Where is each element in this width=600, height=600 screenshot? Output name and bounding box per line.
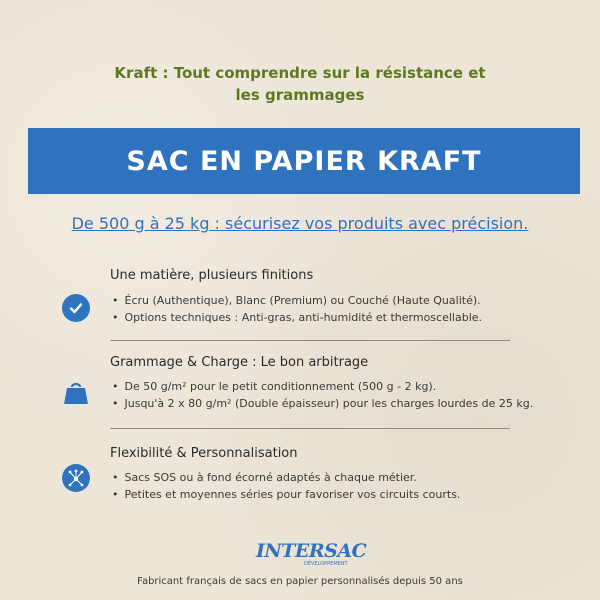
list-item: • Jusqu'à 2 x 80 g/m² (Double épaisseur) pour les charges lourdes de 25 kg. <box>112 395 533 412</box>
footer-text: Fabricant français de sacs en papier personnalisés depuis 50 ans <box>137 576 463 587</box>
page-title-line2: les grammages <box>235 86 365 104</box>
subtitle-link[interactable]: De 500 g à 25 kg : sécurisez vos produits avec précision. <box>71 214 529 233</box>
list-item: • Options techniques : Anti-gras, anti-humidité et thermoscellable. <box>112 309 482 326</box>
section-title-grammage: Grammage & Charge : Le bon arbitrage <box>110 355 369 370</box>
list-item: • Sacs SOS ou à fond écorné adaptés à chaque métier. <box>112 469 460 486</box>
bullet-list-finitions <box>112 292 482 326</box>
divider <box>110 428 510 429</box>
section-title-flexibilite: Flexibilité & Personnalisation <box>110 446 298 461</box>
page-title <box>0 62 600 106</box>
list-item: • De 50 g/m² pour le petit conditionnement (500 g - 2 kg). <box>112 378 533 395</box>
banner-text: SAC EN PAPIER KRAFT <box>126 145 482 177</box>
check-circle-icon <box>62 294 90 322</box>
section-title-finitions: Une matière, plusieurs finitions <box>110 268 314 283</box>
logo-subtext: DÉVELOPPEMENT <box>304 561 348 567</box>
logo-text: INTERSAC <box>256 540 367 562</box>
list-item: • Petites et moyennes séries pour favoriser vos circuits courts. <box>112 486 460 503</box>
divider <box>110 340 510 341</box>
network-icon <box>62 464 90 492</box>
bullet-list-flexibilite <box>112 469 460 503</box>
bullet-list-grammage <box>112 378 533 412</box>
intersac-logo <box>246 540 367 570</box>
banner <box>28 128 580 194</box>
weight-icon <box>62 378 90 406</box>
list-item: • Écru (Authentique), Blanc (Premium) ou Couché (Haute Qualité). <box>112 292 482 309</box>
page-title-line1: Kraft : Tout comprendre sur la résistance et <box>114 64 486 82</box>
